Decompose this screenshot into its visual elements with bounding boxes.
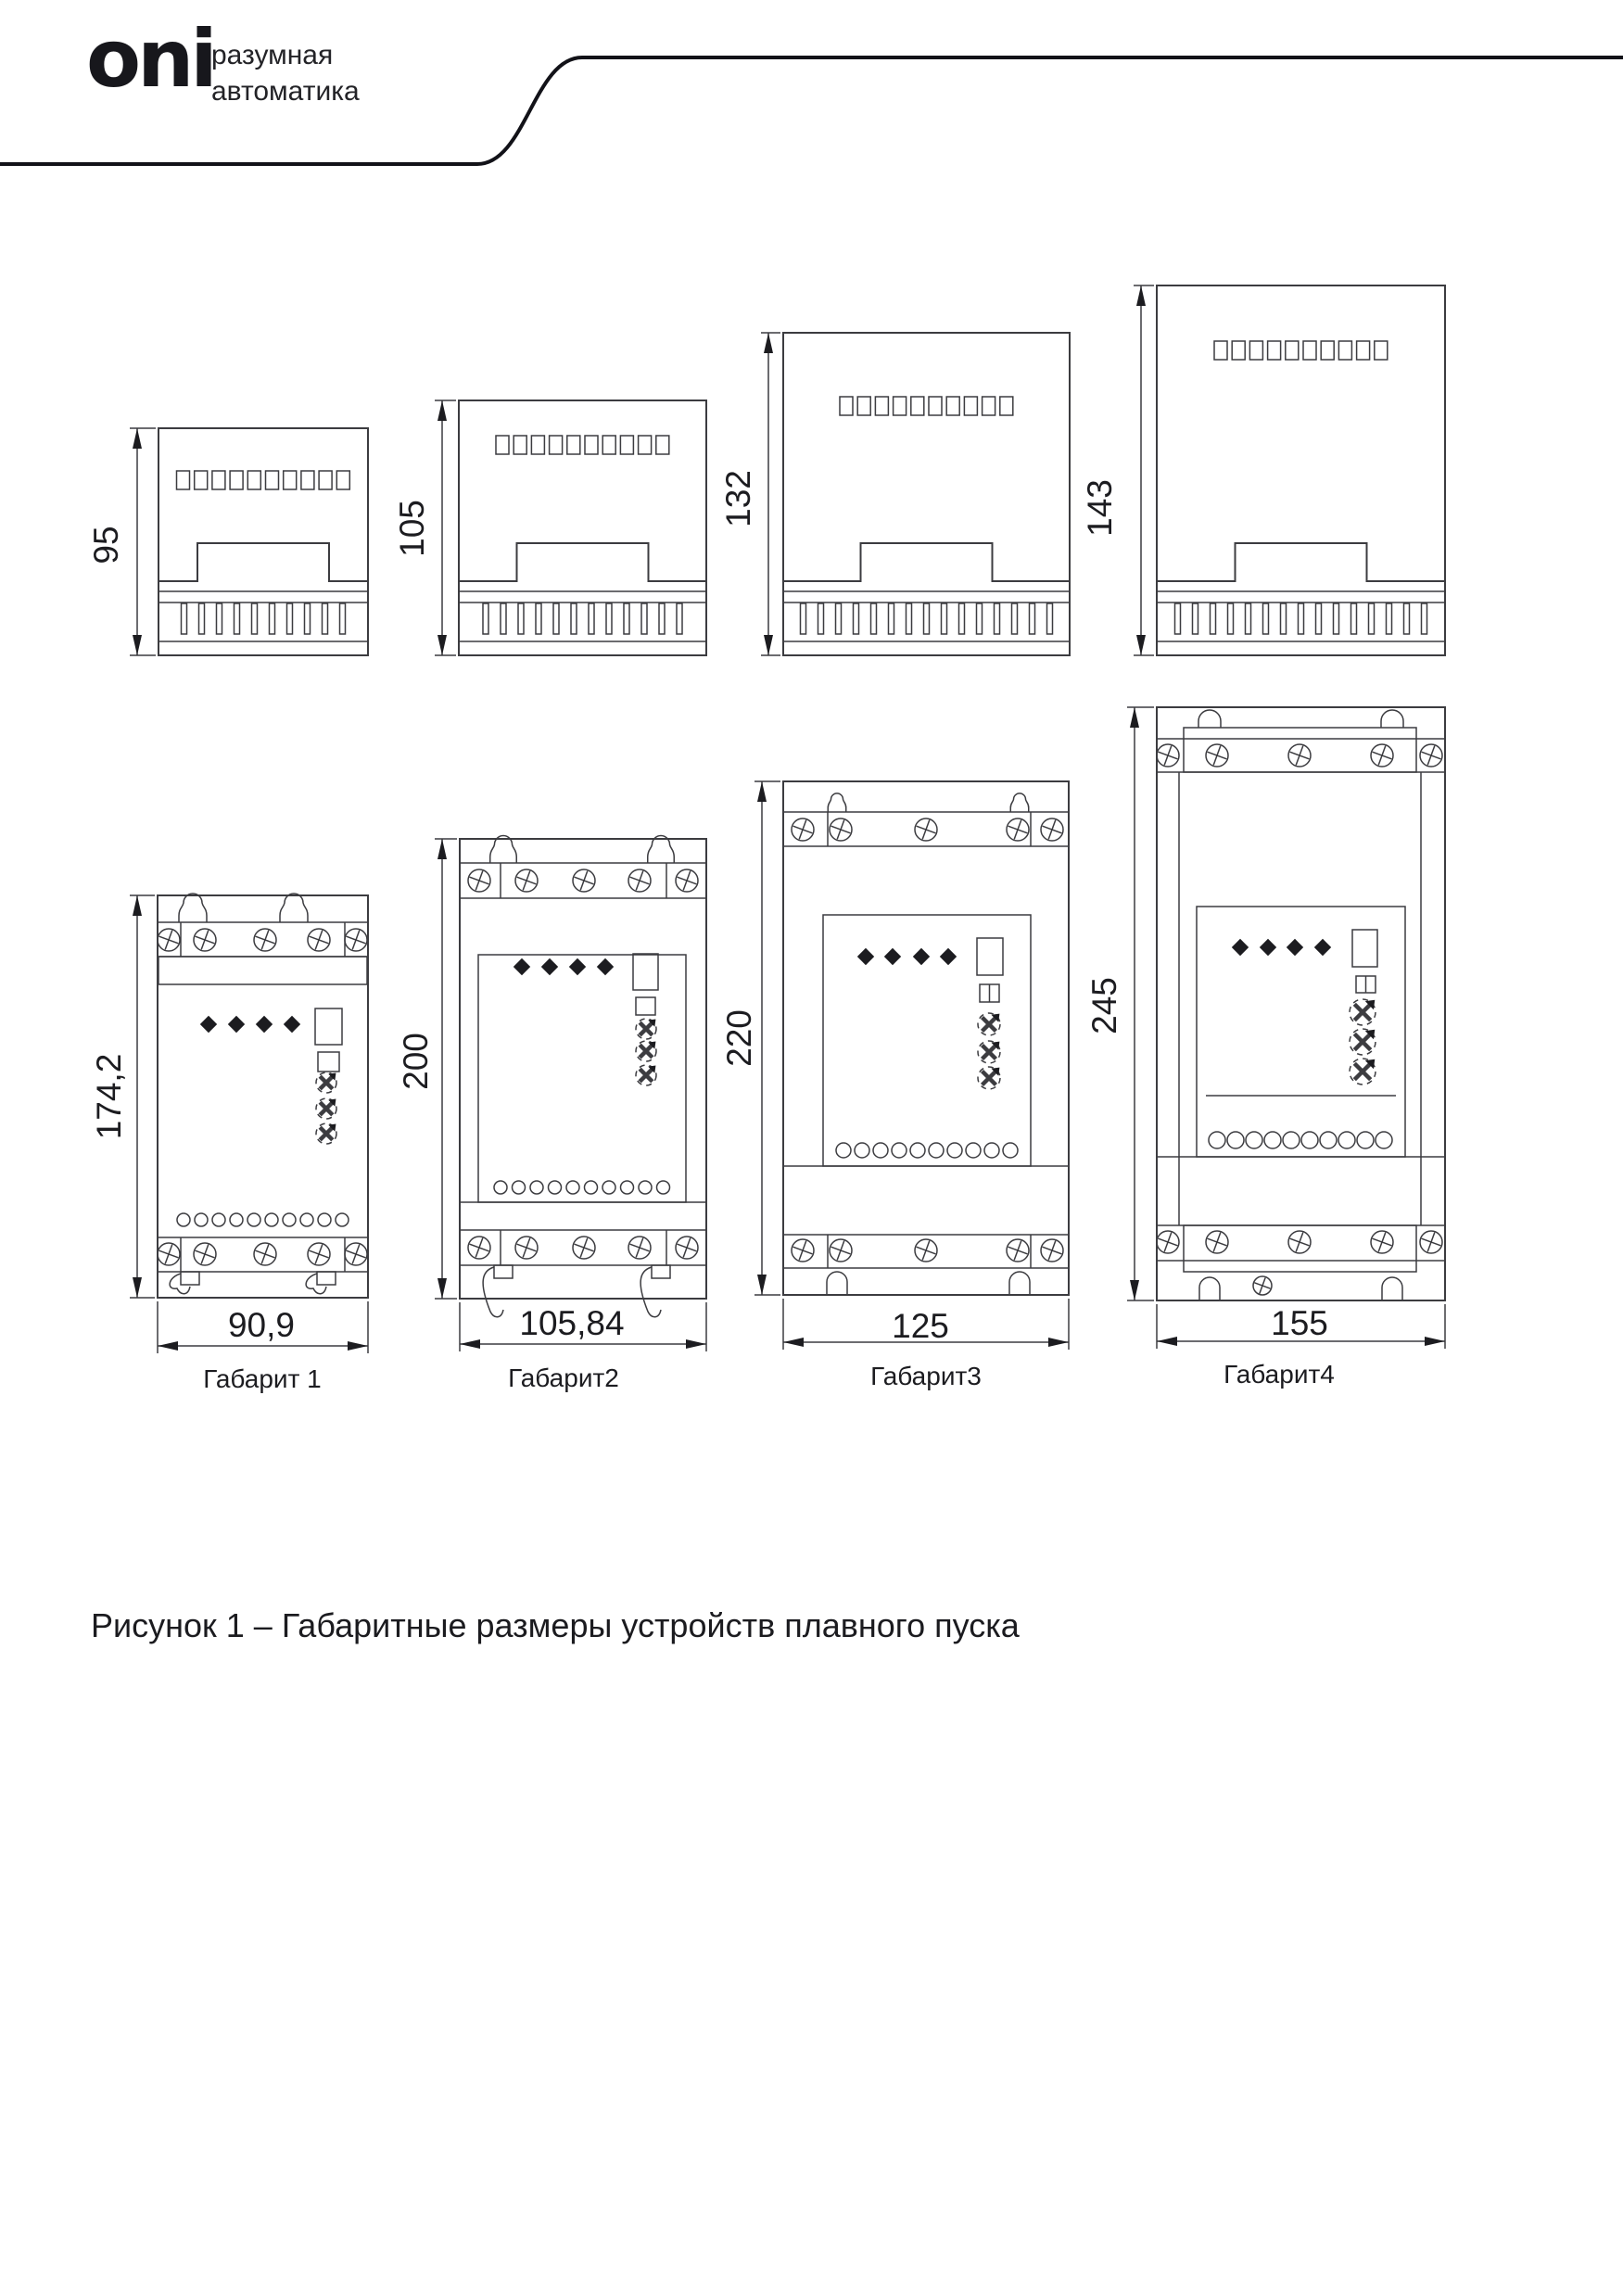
screw-icon <box>792 818 814 841</box>
screw-icon <box>830 818 852 841</box>
din-rail-hook <box>170 1274 190 1294</box>
screw-icon <box>515 869 538 892</box>
terminal-hole <box>1209 1132 1225 1148</box>
terminal-hole <box>947 1143 962 1158</box>
potentiometer-icon <box>636 1065 656 1085</box>
terminal-hole <box>602 1181 615 1194</box>
led-indicator <box>256 1016 273 1033</box>
gabarit-4-front-view <box>1085 707 1445 1389</box>
screw-icon <box>1206 744 1228 767</box>
brand-logo: oni <box>86 13 214 106</box>
gabarit-2-top-view <box>393 400 706 655</box>
screw-icon <box>345 1243 367 1265</box>
mounting-keyhole <box>1010 793 1029 812</box>
screw-icon <box>1371 744 1393 767</box>
terminal-hole <box>300 1213 313 1226</box>
screw-icon <box>158 1243 180 1265</box>
led-indicator <box>569 958 586 975</box>
led-indicator <box>514 958 530 975</box>
screw-icon <box>308 929 330 951</box>
led-indicator <box>1260 939 1276 956</box>
led-indicator <box>940 948 957 965</box>
dimension-label-vertical: 200 <box>397 1033 435 1090</box>
led-indicator <box>228 1016 245 1033</box>
potentiometer-icon <box>1350 1059 1376 1085</box>
terminal-hole <box>318 1213 331 1226</box>
terminal-hole <box>1320 1132 1337 1148</box>
gabarit-caption: Габарит2 <box>508 1364 619 1392</box>
terminal-hole <box>585 1181 598 1194</box>
screw-icon <box>628 869 651 892</box>
led-indicator <box>200 1016 217 1033</box>
screw-icon <box>676 869 698 892</box>
screw-icon <box>1157 1231 1179 1253</box>
potentiometer-icon <box>316 1072 336 1093</box>
screw-icon <box>254 1243 276 1265</box>
screw-icon <box>1288 1231 1311 1253</box>
screw-icon <box>1253 1276 1272 1295</box>
led-indicator <box>597 958 614 975</box>
screw-icon <box>1007 818 1029 841</box>
gabarit-caption: Габарит3 <box>870 1362 982 1390</box>
screw-icon <box>1371 1231 1393 1253</box>
screw-icon <box>308 1243 330 1265</box>
led-indicator <box>857 948 874 965</box>
screw-icon <box>1420 744 1442 767</box>
potentiometer-icon <box>316 1098 336 1119</box>
dimension-label-vertical: 245 <box>1085 977 1123 1034</box>
mounting-notch <box>1198 710 1221 728</box>
dimension-label-vertical: 95 <box>87 526 125 564</box>
terminal-hole <box>892 1143 907 1158</box>
screw-icon <box>915 818 937 841</box>
gabarit-2-front-view <box>397 836 706 1392</box>
gabarit-1-top-view <box>87 428 368 655</box>
din-rail-hook <box>483 1267 503 1317</box>
screw-icon <box>1288 744 1311 767</box>
terminal-hole <box>566 1181 579 1194</box>
terminal-hole <box>1283 1132 1300 1148</box>
dimension-label-vertical: 105 <box>393 500 431 557</box>
mode-switch <box>318 1052 339 1072</box>
mounting-notch <box>1199 1277 1220 1300</box>
terminal-hole <box>177 1213 190 1226</box>
potentiometer-icon <box>636 1019 656 1039</box>
gabarit-3-front-view <box>720 781 1069 1390</box>
din-rail-hook <box>306 1274 326 1294</box>
potentiometer-icon <box>636 1041 656 1061</box>
terminal-hole <box>910 1143 925 1158</box>
terminal-hole <box>873 1143 888 1158</box>
mounting-keyhole <box>179 894 207 922</box>
terminal-hole <box>1376 1132 1392 1148</box>
screw-icon <box>158 929 180 951</box>
screw-icon <box>792 1239 814 1262</box>
potentiometer-icon <box>978 1041 1000 1063</box>
screw-icon <box>1041 818 1063 841</box>
mounting-keyhole <box>828 793 846 812</box>
terminal-hole <box>855 1143 869 1158</box>
terminal-hole <box>836 1143 851 1158</box>
dimension-label-vertical: 143 <box>1081 479 1119 537</box>
terminal-hole <box>966 1143 981 1158</box>
screw-icon <box>194 1243 216 1265</box>
led-indicator <box>1287 939 1303 956</box>
mode-switch <box>636 997 655 1015</box>
dimension-label-horizontal: 90,9 <box>227 1306 296 1344</box>
gabarit-3-top-view <box>719 333 1070 655</box>
screw-icon <box>573 869 595 892</box>
terminal-hole <box>212 1213 225 1226</box>
terminal-hole <box>1003 1143 1018 1158</box>
led-indicator <box>913 948 930 965</box>
header-divider-curve <box>0 57 1623 164</box>
terminal-hole <box>1227 1132 1244 1148</box>
dimension-label-vertical: 220 <box>720 1009 758 1067</box>
terminal-hole <box>1264 1132 1281 1148</box>
screw-icon <box>345 929 367 951</box>
potentiometer-icon <box>1350 999 1376 1025</box>
led-indicator <box>541 958 558 975</box>
terminal-hole <box>549 1181 562 1194</box>
terminal-hole <box>283 1213 296 1226</box>
terminal-hole <box>513 1181 526 1194</box>
mounting-notch <box>1381 710 1403 728</box>
terminal-hole <box>621 1181 634 1194</box>
mounting-notch <box>827 1272 847 1295</box>
terminal-hole <box>929 1143 944 1158</box>
terminal-hole <box>1357 1132 1374 1148</box>
gabarit-caption: Габарит 1 <box>203 1364 322 1393</box>
mounting-notch <box>1382 1277 1402 1300</box>
dimension-label-horizontal: 105,84 <box>519 1304 625 1342</box>
screw-icon <box>1007 1239 1029 1262</box>
screw-icon <box>1420 1231 1442 1253</box>
terminal-hole <box>1338 1132 1355 1148</box>
led-indicator <box>884 948 901 965</box>
screw-icon <box>676 1237 698 1259</box>
mounting-keyhole <box>280 894 308 922</box>
screw-icon <box>628 1237 651 1259</box>
potentiometer-icon <box>316 1123 336 1144</box>
din-rail-hook <box>640 1267 661 1317</box>
potentiometer-icon <box>978 1067 1000 1089</box>
brand-tagline-line2: автоматика <box>211 76 360 107</box>
screw-icon <box>468 869 490 892</box>
potentiometer-icon <box>1350 1029 1376 1055</box>
potentiometer-icon <box>978 1013 1000 1035</box>
terminal-hole <box>530 1181 543 1194</box>
screw-icon <box>1157 744 1179 767</box>
brand-tagline-line1: разумная <box>211 40 334 70</box>
terminal-hole <box>247 1213 260 1226</box>
terminal-hole <box>336 1213 349 1226</box>
screw-icon <box>254 929 276 951</box>
terminal-hole <box>657 1181 670 1194</box>
dimension-label-horizontal: 125 <box>892 1307 949 1345</box>
gabarit-1-front-view <box>90 894 368 1393</box>
terminal-hole <box>639 1181 652 1194</box>
screw-icon <box>1206 1231 1228 1253</box>
terminal-hole <box>265 1213 278 1226</box>
dimension-label-vertical: 132 <box>719 470 757 527</box>
led-indicator <box>1232 939 1249 956</box>
gabarit-caption: Габарит4 <box>1224 1360 1335 1389</box>
terminal-hole <box>1301 1132 1318 1148</box>
screw-icon <box>194 929 216 951</box>
terminal-hole <box>195 1213 208 1226</box>
led-indicator <box>1314 939 1331 956</box>
gabarit-4-top-view <box>1081 285 1445 655</box>
terminal-hole <box>230 1213 243 1226</box>
terminal-hole <box>984 1143 999 1158</box>
screw-icon <box>573 1237 595 1259</box>
mounting-notch <box>1009 1272 1030 1295</box>
dimension-label-horizontal: 155 <box>1271 1304 1328 1342</box>
screw-icon <box>915 1239 937 1262</box>
dimension-label-vertical: 174,2 <box>90 1053 128 1140</box>
figure-caption: Рисунок 1 – Габаритные размеры устройств плавного пуска <box>91 1606 1020 1644</box>
led-indicator <box>284 1016 300 1033</box>
screw-icon <box>830 1239 852 1262</box>
terminal-hole <box>1246 1132 1262 1148</box>
screw-icon <box>468 1237 490 1259</box>
screw-icon <box>515 1237 538 1259</box>
terminal-hole <box>494 1181 507 1194</box>
screw-icon <box>1041 1239 1063 1262</box>
